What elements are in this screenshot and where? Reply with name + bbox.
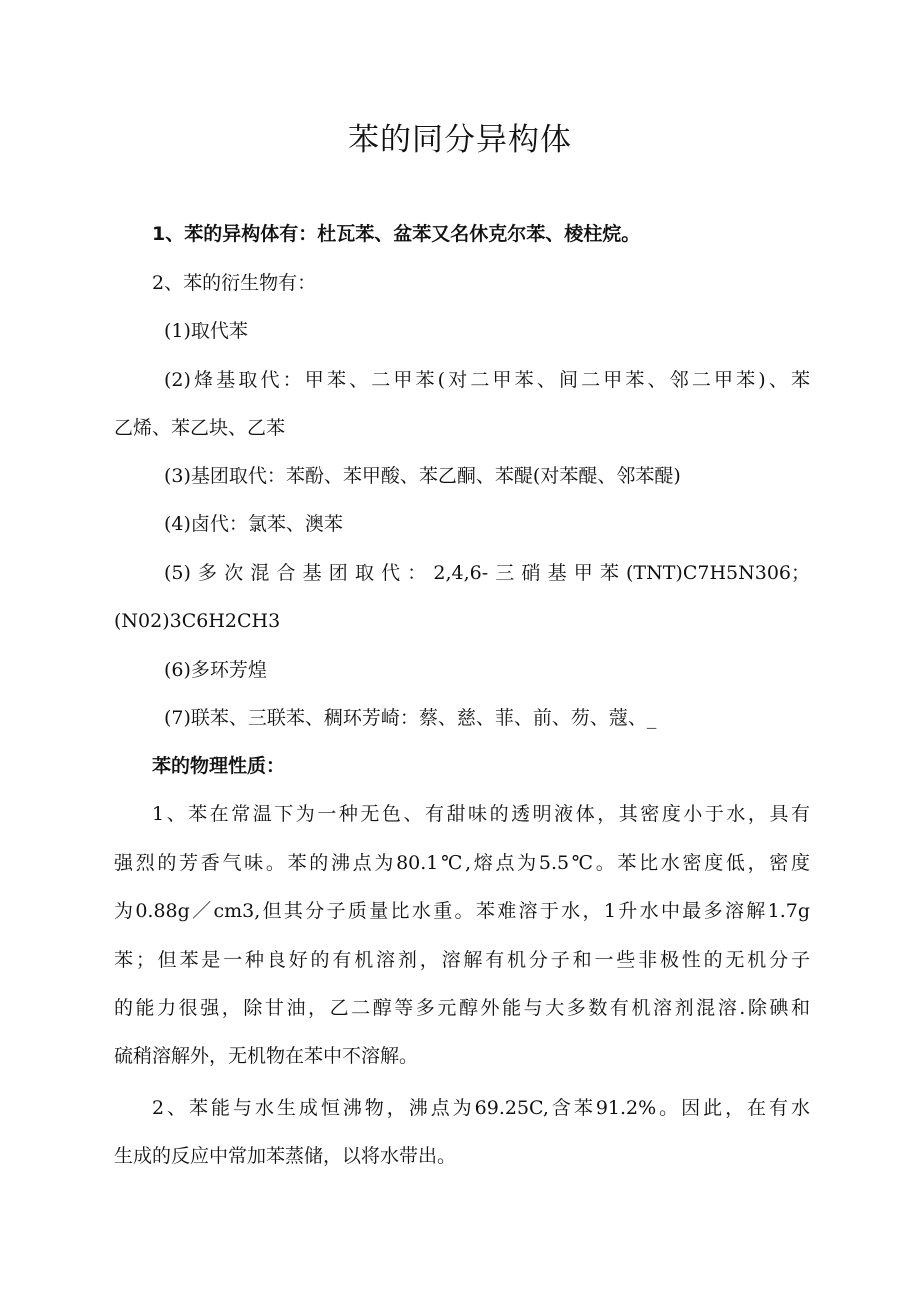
- derivative-item-6: (6)多环芳煌: [164, 659, 267, 681]
- physical-paragraph-2-line1: 2、苯能与水生成恒沸物，沸点为69.25C,含苯91.2%。因此，在有水: [152, 1097, 810, 1119]
- physical-paragraph-1-line4: 苯；但苯是一种良好的有机溶剂，溶解有机分子和一些非极性的无机分子: [114, 949, 810, 971]
- derivative-item-2-line2: 乙烯、苯乙块、乙苯: [114, 417, 286, 439]
- derivative-item-7: (7)联苯、三联苯、稠环芳崎：蔡、慈、菲、前、芴、蔻、_: [164, 707, 657, 729]
- physical-paragraph-1-line6: 硫稍溶解外，无机物在苯中不溶解。: [114, 1045, 419, 1067]
- isomers-line: 1、苯的异构体有：杜瓦苯、盆苯又名休克尔苯、棱柱烷。: [152, 223, 641, 245]
- derivatives-heading: 2、苯的衍生物有：: [152, 272, 317, 294]
- derivative-item-4: (4)卤代：氯苯、澳苯: [164, 513, 343, 535]
- derivative-item-1: (1)取代苯: [164, 320, 248, 342]
- physical-paragraph-1-line1: 1、苯在常温下为一种无色、有甜味的透明液体，其密度小于水，具有: [152, 803, 810, 825]
- physical-properties-heading: 苯的物理性质：: [152, 755, 286, 777]
- physical-paragraph-1-line5: 的能力很强，除甘油，乙二醇等多元醇外能与大多数有机溶剂混溶.除碘和: [114, 997, 810, 1019]
- derivative-item-5-line2: (N02)3C6H2CH3: [114, 610, 281, 632]
- physical-paragraph-1-line2: 强烈的芳香气味。苯的沸点为80.1℃,熔点为5.5℃。苯比水密度低，密度: [114, 852, 810, 874]
- page-title: 苯的同分异构体: [348, 122, 572, 158]
- derivative-item-2-line1: (2)烽基取代：甲苯、二甲苯(对二甲苯、间二甲苯、邻二甲苯)、苯: [164, 369, 810, 391]
- derivative-item-3: (3)基团取代：苯酚、苯甲酸、苯乙酮、苯醍(对苯醍、邻苯醍): [164, 465, 681, 487]
- physical-paragraph-2-line2: 生成的反应中常加苯蒸储，以将水带出。: [114, 1145, 457, 1167]
- derivative-item-5-line1: (5)多次混合基团取代：2,4,6-三硝基甲苯(TNT)C7H5N306；: [164, 562, 810, 584]
- physical-paragraph-1-line3: 为0.88g／cm3,但其分子质量比水重。苯难溶于水，1升水中最多溶解1.7g: [114, 900, 810, 922]
